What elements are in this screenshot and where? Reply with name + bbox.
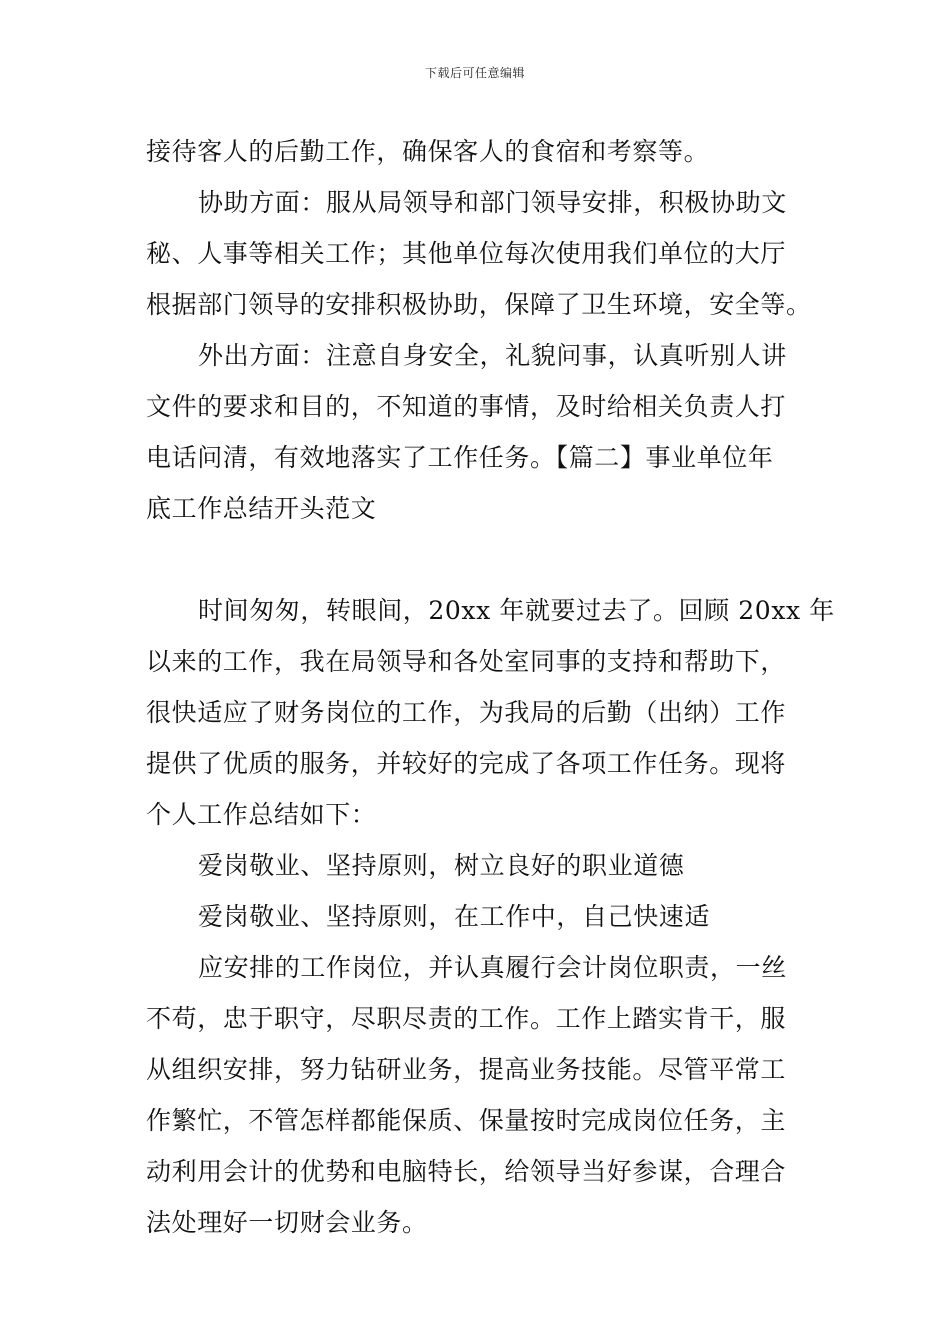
text-line: 底工作总结开头范文	[146, 494, 377, 523]
text-line: 动利用会计的优势和电脑特长，给领导当好参谋，合理合	[146, 1157, 787, 1186]
text-line: 个人工作总结如下：	[146, 800, 377, 829]
text-line: 提供了优质的服务，并较好的完成了各项工作任务。现将	[146, 749, 787, 778]
text-line: 作繁忙，不管怎样都能保质、保量按时完成岗位任务，主	[146, 1106, 787, 1135]
text-line: 根据部门领导的安排积极协助，保障了卫生环境，安全等。	[146, 290, 812, 319]
document-body	[146, 126, 835, 1248]
text-line: 外出方面：注意自身安全，礼貌问事，认真听别人讲	[198, 341, 787, 370]
text-line: 不苟，忠于职守，尽职尽责的工作。工作上踏实肯干，服	[146, 1004, 787, 1033]
text-line: 以来的工作，我在局领导和各处室同事的支持和帮助下，	[146, 647, 787, 676]
text-line: 电话问清，有效地落实了工作任务。【篇二】事业单位年	[146, 443, 774, 472]
text-line: 很快适应了财务岗位的工作，为我局的后勤（出纳）工作	[146, 698, 787, 727]
text-line: 秘、人事等相关工作；其他单位每次使用我们单位的大厅	[146, 239, 787, 268]
text-line: 应安排的工作岗位，并认真履行会计岗位职责，一丝	[198, 953, 787, 982]
text-line: 协助方面：服从局领导和部门领导安排，积极协助文	[198, 188, 787, 217]
paragraph-gap	[146, 534, 812, 585]
page-header-note: 下载后可任意编辑	[424, 66, 525, 80]
text-line: 文件的要求和目的，不知道的事情，及时给相关负责人打	[146, 392, 787, 421]
text-line: 接待客人的后勤工作，确保客人的食宿和考察等。	[146, 137, 710, 166]
text-line: 从组织安排，努力钻研业务，提高业务技能。尽管平常工	[146, 1055, 787, 1084]
text-line: 爱岗敬业、坚持原则，树立良好的职业道德	[198, 851, 685, 880]
text-line: 法处理好一切财会业务。	[146, 1208, 428, 1237]
text-line: 爱岗敬业、坚持原则，在工作中，自己快速适	[198, 902, 711, 931]
text-line: 时间匆匆，转眼间，20xx 年就要过去了。回顾 20xx 年	[198, 596, 835, 625]
